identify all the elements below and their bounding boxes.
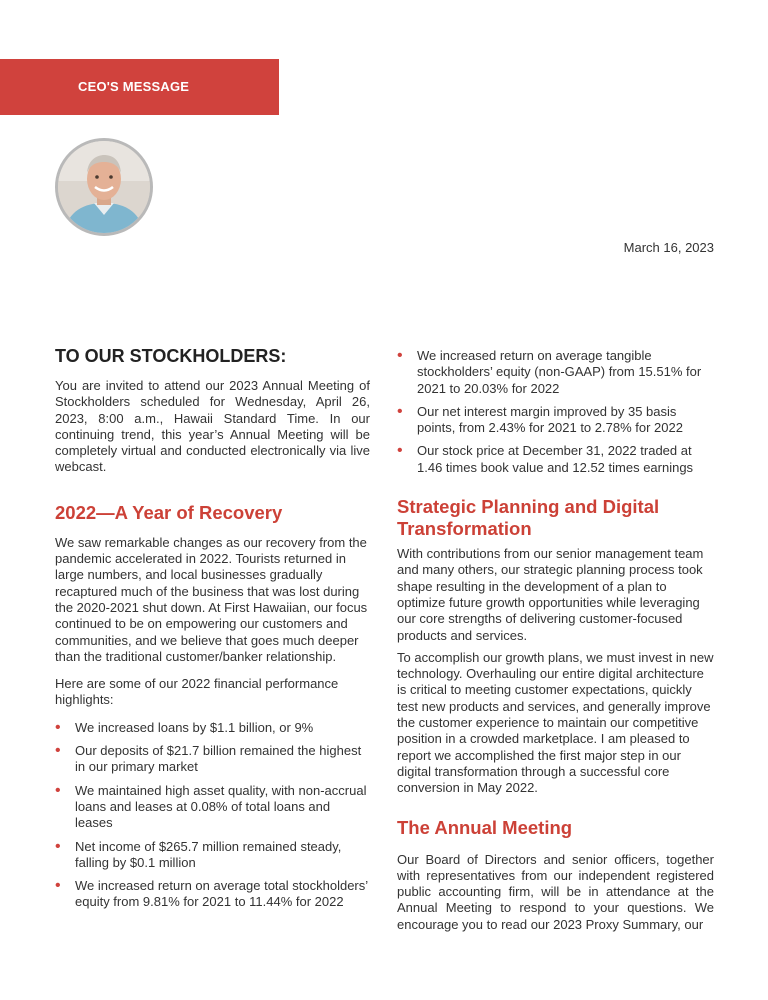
strategic-heading: Strategic Planning and Digital Transformation (397, 496, 660, 540)
ceo-portrait-image (58, 141, 150, 233)
section-banner (0, 59, 279, 115)
ceo-portrait (55, 138, 153, 236)
highlights-list-part2 (397, 348, 714, 476)
highlight-item: • Our deposits of $21.7 billion remained the highest in our primary market (55, 743, 370, 776)
highlights-intro: Here are some of our 2022 financial performance highlights: (55, 676, 339, 708)
highlight-item: • We increased return on average total stockholders’ equity from 9.81% for 2021 to 11.44% for 2022 (55, 878, 370, 911)
highlight-item: • Net income of $265.7 million remained steady, falling by $0.1 million (55, 839, 370, 872)
left-column (55, 346, 370, 911)
highlight-item: • Our stock price at December 31, 2022 traded at 1.46 times book value and 12.52 times earnings (397, 443, 714, 476)
highlights-list-part1 (55, 720, 370, 911)
annual-meeting-heading: The Annual Meeting (397, 816, 573, 838)
recovery-paragraph: We saw remarkable changes as our recovery from the pandemic accelerated in 2022. Tourists returned in large numbers, and local businesses gradually recaptured much of the business that was lost during the 2020-2021 shut down. At First Hawaiian, our focus continued to be on empowering our customers and communities, and we believe that goes much deeper than the traditional customer/banker relationship. (55, 534, 368, 664)
highlight-item: • Our net interest margin improved by 35 basis points, from 2.43% for 2021 to 2.78% for 2022 (397, 404, 714, 437)
annual-meeting-paragraph: Our Board of Directors and senior officers, together with representatives from our independent registered public accounting firm, will be in attendance at the Annual Meeting to respond to your questions. We encourage you to read our 2023 Proxy Summary, our (397, 851, 714, 932)
salutation-heading: TO OUR STOCKHOLDERS: (55, 346, 287, 366)
letter-date: March 16, 2023 (623, 240, 714, 255)
highlight-item: • We maintained high asset quality, with non-accrual loans and leases at 0.08% of total loans and leases (55, 783, 370, 832)
right-column (397, 348, 714, 933)
highlight-item: • We increased return on average tangible stockholders’ equity (non-GAAP) from 15.51% for 2021 to 20.03% for 2022 (397, 348, 714, 397)
recovery-heading: 2022—A Year of Recovery (55, 501, 283, 523)
highlight-item: • We increased loans by $1.1 billion, or 9% (55, 720, 370, 736)
section-label: CEO'S MESSAGE (78, 79, 190, 94)
strategic-paragraph-1: With contributions from our senior management team and many others, our strategic planning process took shape resulting in the development of a plan to optimize future growth opportunities while leveraging our core strengths of delivering customer-focused products and services. (397, 546, 704, 643)
intro-paragraph: You are invited to attend our 2023 Annual Meeting of Stockholders scheduled for Wednesday, April 26, 2023, 8:00 a.m., Hawaii Standard Time. In our continuing trend, this year’s Annual Meeting will be completely virtual and conducted electronically via live webcast. (55, 378, 370, 475)
strategic-paragraph-2: To accomplish our growth plans, we must invest in new technology. Overhauling our entire digital architecture is critical to meeting customer expectations, quickly test new products and services, and generally improve the customer experience to maintain our competitive position in a crowded marketplace. I am pleased to report we accomplished the first major step in our digital transformation through a successful core conversion in May 2022. (397, 649, 714, 796)
